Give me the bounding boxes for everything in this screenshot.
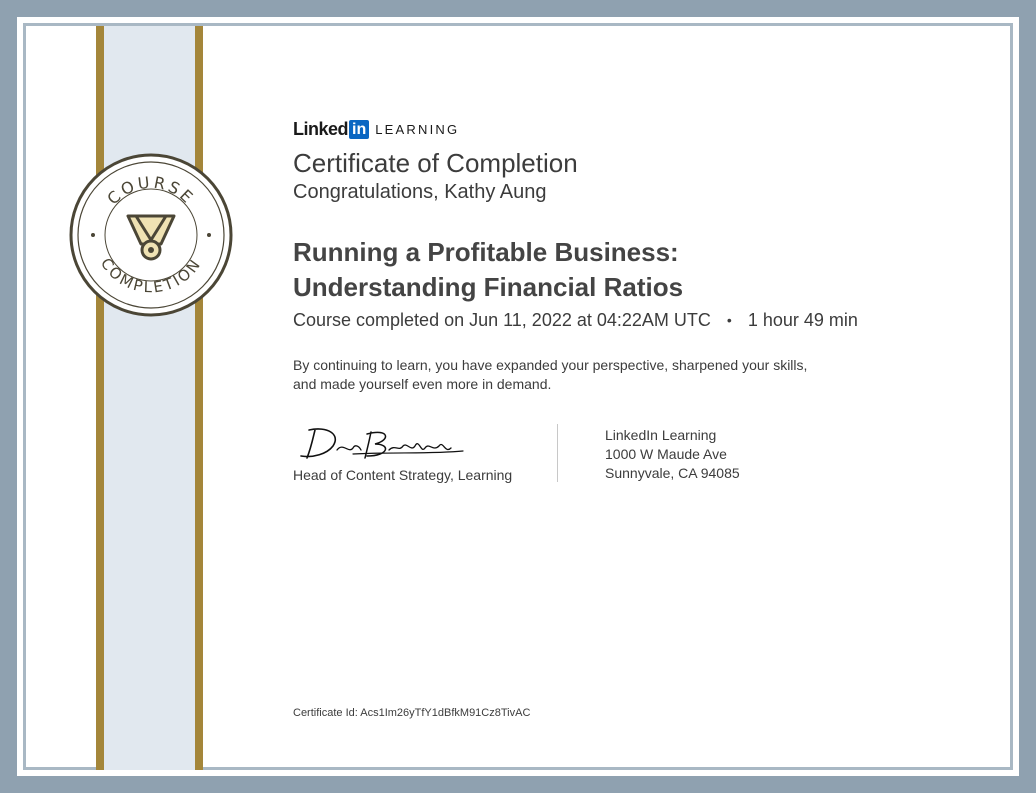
badge-bottom-text: COMPLETION — [96, 254, 206, 297]
signature-icon — [293, 424, 473, 464]
course-duration: 1 hour 49 min — [747, 310, 858, 330]
company-address — [605, 426, 740, 485]
left-ribbon — [96, 26, 206, 770]
course-title: Running a Profitable Business: Understanding Financial Ratios — [293, 237, 684, 302]
certificate-content — [293, 118, 983, 485]
logo-linked-text: Linked — [293, 118, 349, 139]
logo-in-mark: in — [349, 120, 369, 139]
course-completion-badge — [68, 152, 234, 318]
separator-dot: • — [726, 312, 732, 328]
certificate-id: Certificate Id: Acs1Im26yTfY1dBfkM91Cz8TivAC — [293, 707, 531, 719]
address-line-2: 1000 W Maude Ave — [605, 446, 727, 462]
signer-role: Head of Content Strategy, Learning — [293, 467, 513, 483]
congratulations-text: Congratulations, Kathy Aung — [293, 181, 547, 203]
badge-top-text: COURSE — [103, 172, 199, 209]
signature-row — [293, 424, 983, 485]
address-line-3: Sunnyvale, CA 94085 — [605, 465, 740, 481]
completion-date: Course completed on Jun 11, 2022 at 04:22AM UTC — [293, 310, 711, 330]
continue-learning-text: By continuing to learn, you have expanded your perspective, sharpened your skills, and made yourself even more in demand. — [293, 357, 808, 392]
signature-block — [293, 424, 557, 485]
certificate-title: Certificate of Completion — [293, 148, 578, 178]
signature-divider — [557, 424, 558, 482]
completion-info — [293, 308, 983, 332]
logo-learning-text: LEARNING — [375, 121, 460, 137]
linkedin-learning-logo — [293, 118, 983, 140]
address-line-1: LinkedIn Learning — [605, 427, 717, 443]
